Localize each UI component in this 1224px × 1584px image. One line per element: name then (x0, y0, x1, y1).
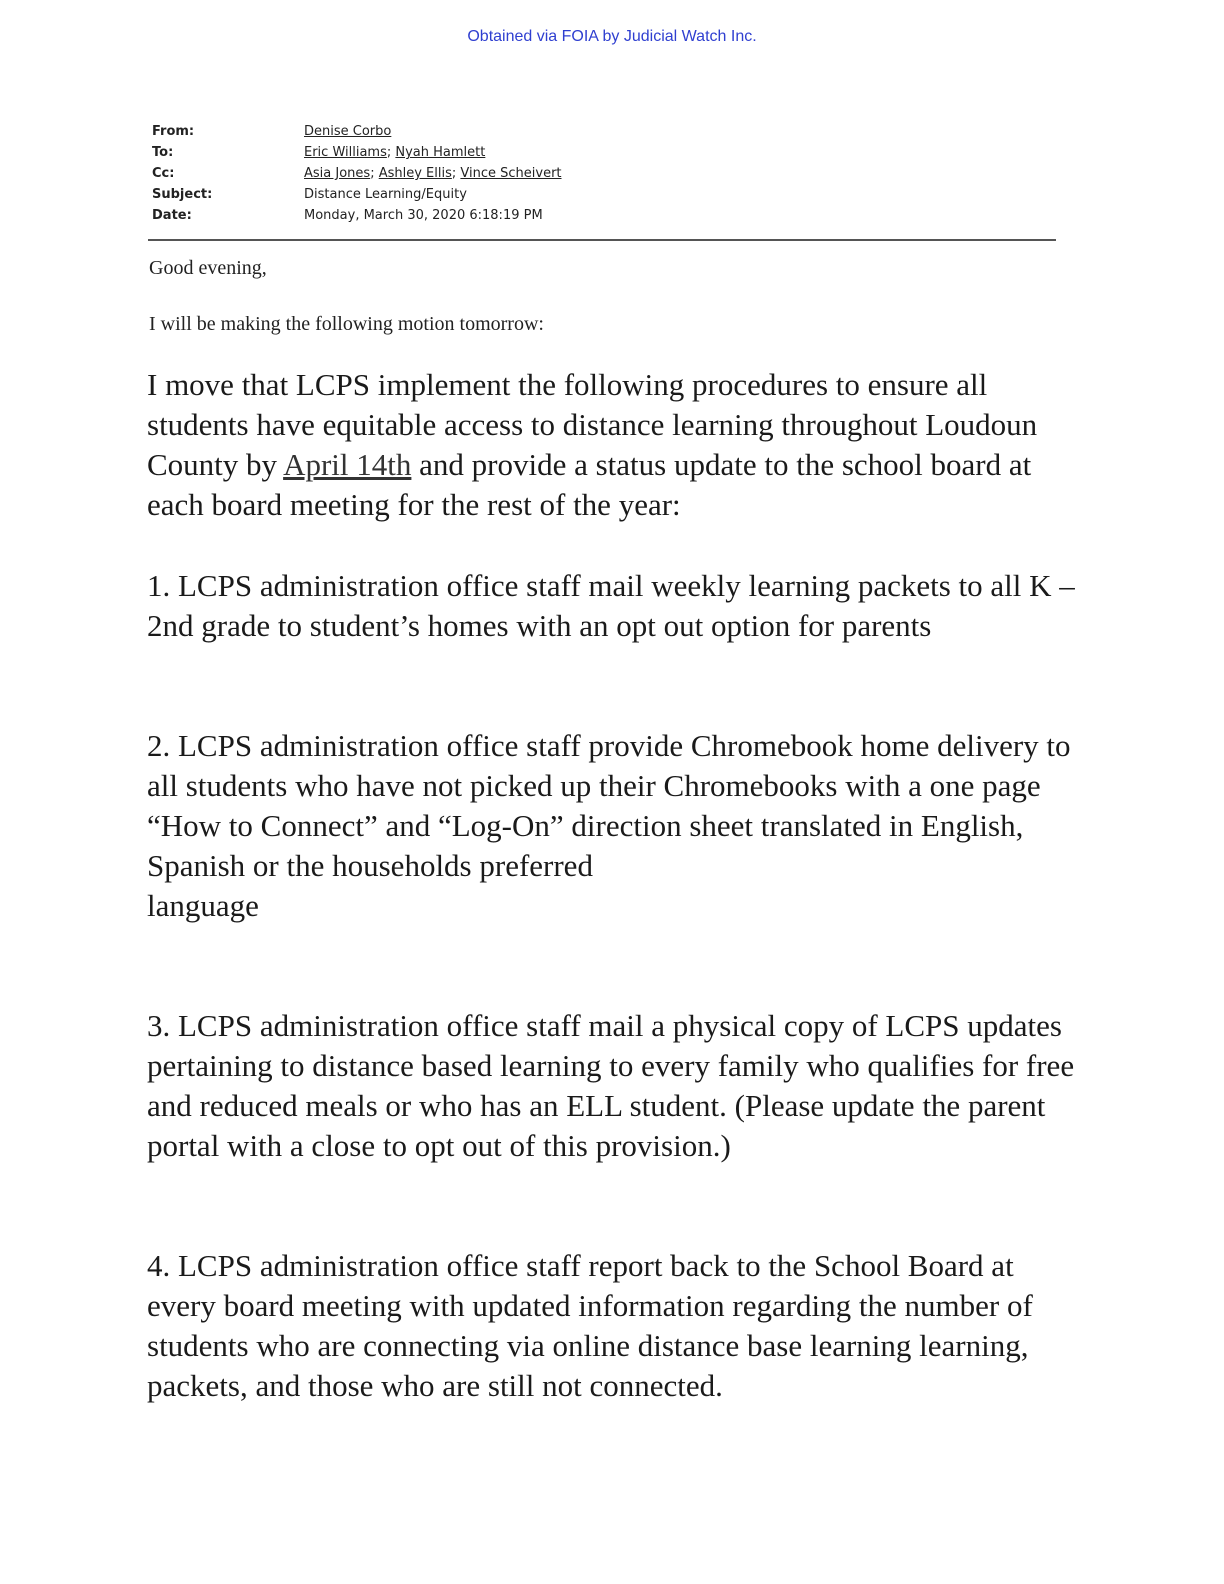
subject-row (152, 184, 562, 205)
item-4-text: 4. LCPS administration office staff report back to the School Board at every board meeting with updated information regarding the number of students who are connecting via online distance base learning learning, packets, and those who are still not connected. (147, 1248, 1033, 1403)
greeting: Good evening, (149, 257, 267, 279)
motion-paragraph (147, 365, 1077, 525)
item-2 (147, 726, 1077, 926)
item-3 (147, 1006, 1077, 1166)
item-1 (147, 566, 1077, 646)
from-sender: Denise Corbo (304, 124, 392, 139)
motion-text-start: I move that LCPS implement the following procedures to ensure all students have equitable access to distance learning throughout Loudoun County by (147, 367, 1038, 482)
cc-recipient: Ashley Ellis (378, 166, 452, 181)
item-4 (147, 1246, 1077, 1406)
from-label: From: (152, 124, 195, 139)
cc-value: Asia Jones; Ashley Ellis; Vince Scheivert (304, 166, 562, 181)
header-divider (148, 239, 1056, 241)
subject-value: Distance Learning/Equity (304, 187, 467, 202)
item-3-text: 3. LCPS administration office staff mail a physical copy of LCPS updates pertaining to distance based learning to every family who qualifies for free and reduced meals or who has an ELL student. (Please update the parent portal with a close to opt out of this provision.) (147, 1008, 1075, 1163)
from-row (152, 121, 562, 142)
item-2-tail: language (147, 888, 259, 923)
cc-label: Cc: (152, 166, 175, 181)
to-value: Eric Williams; Nyah Hamlett (304, 145, 486, 160)
cc-recipient: Asia Jones (304, 166, 371, 181)
intro-line: I will be making the following motion tomorrow: (149, 313, 544, 335)
subject-label: Subject: (152, 187, 213, 202)
motion-text-end: and provide a status update to the school board at each board meeting for the rest of the year: (147, 447, 1032, 522)
date-row (152, 205, 562, 226)
date-value: Monday, March 30, 2020 6:18:19 PM (304, 208, 543, 223)
to-recipient: Nyah Hamlett (395, 145, 486, 160)
to-row (152, 142, 562, 163)
from-value (304, 121, 391, 142)
to-label: To: (152, 145, 174, 160)
cc-row (152, 163, 562, 184)
email-header (152, 121, 562, 226)
motion-date-link[interactable]: April 14th (283, 447, 412, 482)
item-1-text: 1. LCPS administration office staff mail weekly learning packets to all K – 2nd grade to student’s homes with an opt out option for parents (147, 568, 1075, 643)
foia-watermark: Obtained via FOIA by Judicial Watch Inc. (467, 28, 757, 45)
cc-recipient: Vince Scheivert (460, 166, 562, 181)
to-recipient: Eric Williams (304, 145, 387, 160)
item-2-text: 2. LCPS administration office staff provide Chromebook home delivery to all students who have not picked up their Chromebooks with a one page “How to Connect” and “Log-On” direction sheet translated in English, Spanish or the households preferred (147, 728, 1071, 883)
date-label: Date: (152, 208, 192, 223)
